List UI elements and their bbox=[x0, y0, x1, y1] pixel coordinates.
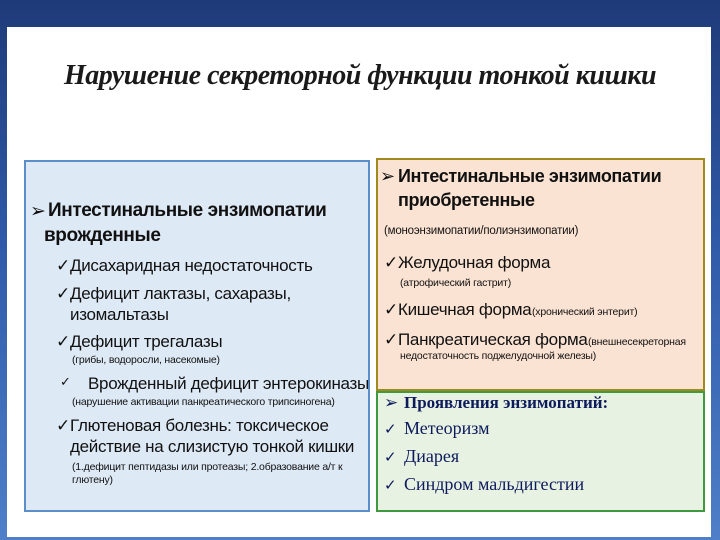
left-item-2-line2: изомальтазы bbox=[70, 305, 169, 324]
check-icon: ✓ bbox=[56, 284, 70, 304]
right-top-item-2: Кишечная форма bbox=[398, 300, 532, 319]
check-icon: ✓ bbox=[384, 300, 398, 320]
left-item-5-line1: Глютеновая болезнь: токсическое bbox=[70, 416, 329, 435]
left-item-3: Дефицит трегалазы bbox=[70, 332, 223, 351]
left-header-line2: врожденные bbox=[44, 225, 161, 246]
check-icon: ✓ bbox=[60, 375, 71, 390]
check-icon: ✓ bbox=[56, 256, 70, 276]
left-item-4: Врожденный дефицит энтерокиназы bbox=[88, 374, 369, 393]
right-bottom-header: Проявления энзимопатий: bbox=[404, 393, 609, 412]
arrow-bullet-icon: ➢ bbox=[384, 393, 399, 413]
right-top-header-line1: Интестинальные энзимопатии bbox=[398, 166, 662, 186]
slide-title: Нарушение секреторной функции тонкой кишки bbox=[63, 60, 657, 91]
right-top-header-line2: приобретенные bbox=[398, 190, 535, 210]
left-item-5-line2: действие на слизистую тонкой кишки bbox=[70, 437, 355, 456]
left-item-5-note-line1: (1.дефицит пептидазы или протеазы; 2.образование а/т к bbox=[72, 461, 343, 473]
manifestation-item: Метеоризм bbox=[404, 418, 490, 438]
arrow-bullet-icon: ➢ bbox=[30, 200, 46, 222]
right-top-item-1: Желудочная форма bbox=[398, 253, 551, 272]
left-item-5-note-line2: глютену) bbox=[72, 474, 113, 486]
right-top-item-3-note: (внешнесекреторная bbox=[588, 336, 686, 348]
right-top-item-3: Панкреатическая форма bbox=[398, 330, 588, 349]
left-item-4-note: (нарушение активации панкреатического трипсиногена) bbox=[72, 396, 335, 408]
left-item-2-line1: Дефицит лактазы, сахаразы, bbox=[70, 284, 291, 303]
left-item-3-note: (грибы, водоросли, насекомые) bbox=[72, 354, 220, 366]
right-top-item-3-note-line2: недостаточность поджелудочной железы) bbox=[400, 350, 597, 362]
check-icon: ✓ bbox=[56, 416, 70, 436]
left-header-line1: Интестинальные энзимопатии bbox=[48, 200, 327, 221]
right-top-subnote: (моноэнзимопатии/полиэнзимопатии) bbox=[384, 225, 579, 237]
arrow-bullet-icon: ➢ bbox=[380, 166, 395, 187]
check-icon: ✓ bbox=[384, 420, 397, 438]
check-icon: ✓ bbox=[384, 448, 397, 466]
manifestation-item: Диарея bbox=[404, 446, 460, 466]
check-icon: ✓ bbox=[56, 332, 70, 352]
check-icon: ✓ bbox=[384, 253, 398, 273]
manifestation-item: Синдром мальдигестии bbox=[404, 474, 585, 494]
left-item-1: Дисахаридная недостаточность bbox=[70, 256, 313, 275]
check-icon: ✓ bbox=[384, 476, 397, 494]
right-top-item-2-note: (хронический энтерит) bbox=[532, 306, 638, 318]
right-top-item-1-note: (атрофический гастрит) bbox=[400, 277, 512, 289]
check-icon: ✓ bbox=[384, 330, 398, 350]
